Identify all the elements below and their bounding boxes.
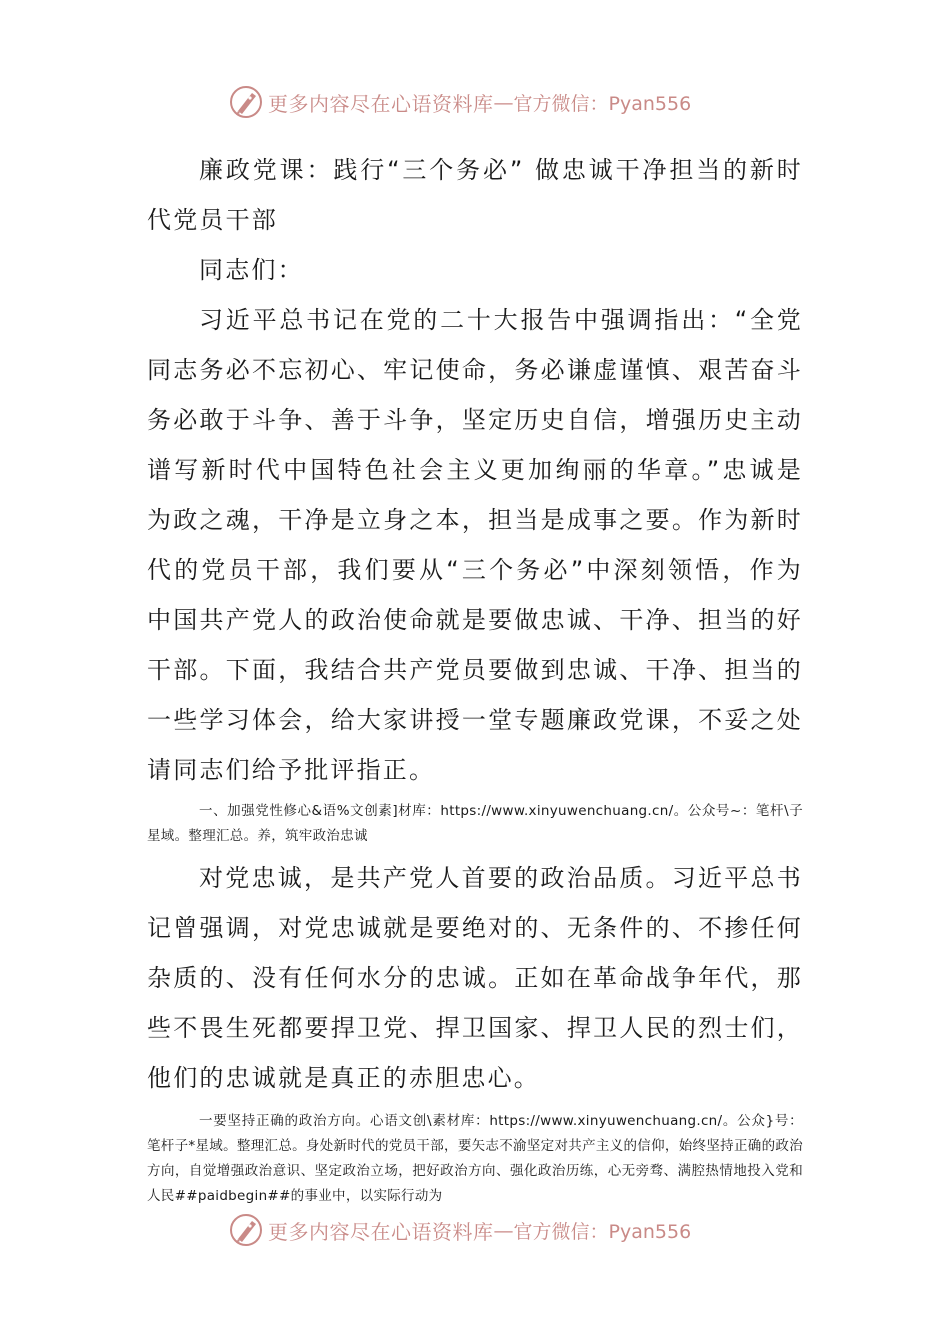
pen-nib-logo-icon	[228, 84, 264, 120]
banner-separator: —	[493, 1218, 514, 1242]
banner-text: 更多内容尽在心语资料库	[268, 1219, 494, 1244]
banner-contact: 官方微信：Pyan556	[513, 92, 692, 115]
subsection-paragraph-1: 一要坚持正确的政治方向。心语文创\素材库：https://www.xinyuwenchuang.cn/。公众}号：笔杆子*星域。整理汇总。身处新时代的党员干部，要矢志不渝坚定对共产主义的信仰，始终坚持正确的政治方向，自觉增强政治意识、坚定政治立场，把好政治方向、强化政治历练，心无旁骛、满腔热情地投入党和人民##paidbegin##的事业中，以实际行动为	[147, 1113, 803, 1204]
header-banner	[228, 82, 748, 122]
pen-nib-logo-icon	[228, 1212, 264, 1248]
banner-text: 更多内容尽在心语资料库	[268, 91, 494, 116]
section-heading-1: 一、加强党性修心&语%文创素]材库：https://www.xinyuwenchuang.cn/。公众号~：笔杆\子星域。整理汇总。养，筑牢政治忠诚	[147, 803, 803, 844]
footer-banner	[228, 1210, 748, 1250]
banner-separator: —	[493, 90, 514, 114]
loyalty-paragraph: 对党忠诚，是共产党人首要的政治品质。习近平总书记曾强调，对党忠诚就是要绝对的、无条件的、不掺任何杂质的、没有任何水分的忠诚。正如在革命战争年代，那些不畏生死都要捍卫党、捍卫国家、捍卫人民的烈士们，他们的忠诚就是真正的赤胆忠心。	[147, 864, 803, 1092]
banner-contact: 官方微信：Pyan556	[513, 1220, 692, 1243]
intro-paragraph: 习近平总书记在党的二十大报告中强调指出：“全党同志务必不忘初心、牢记使命，务必谦虚谨慎、艰苦奋斗务必敢于斗争、善于斗争，坚定历史自信，增强历史主动谱写新时代中国特色社会主义更加绚丽的华章。”忠诚是为政之魂，干净是立身之本，担当是成事之要。作为新时代的党员干部，我们要从“三个务必”中深刻领悟，作为中国共产党人的政治使命就是要做忠诚、干净、担当的好干部。下面，我结合共产党员要做到忠诚、干净、担当的一些学习体会，给大家讲授一堂专题廉政党课，不妥之处请同志们给予批评指正。	[147, 306, 803, 784]
document-title: 廉政党课：践行“三个务必” 做忠诚干净担当的新时代党员干部	[147, 156, 803, 234]
salutation: 同志们：	[199, 256, 304, 284]
document-body	[147, 145, 803, 1209]
